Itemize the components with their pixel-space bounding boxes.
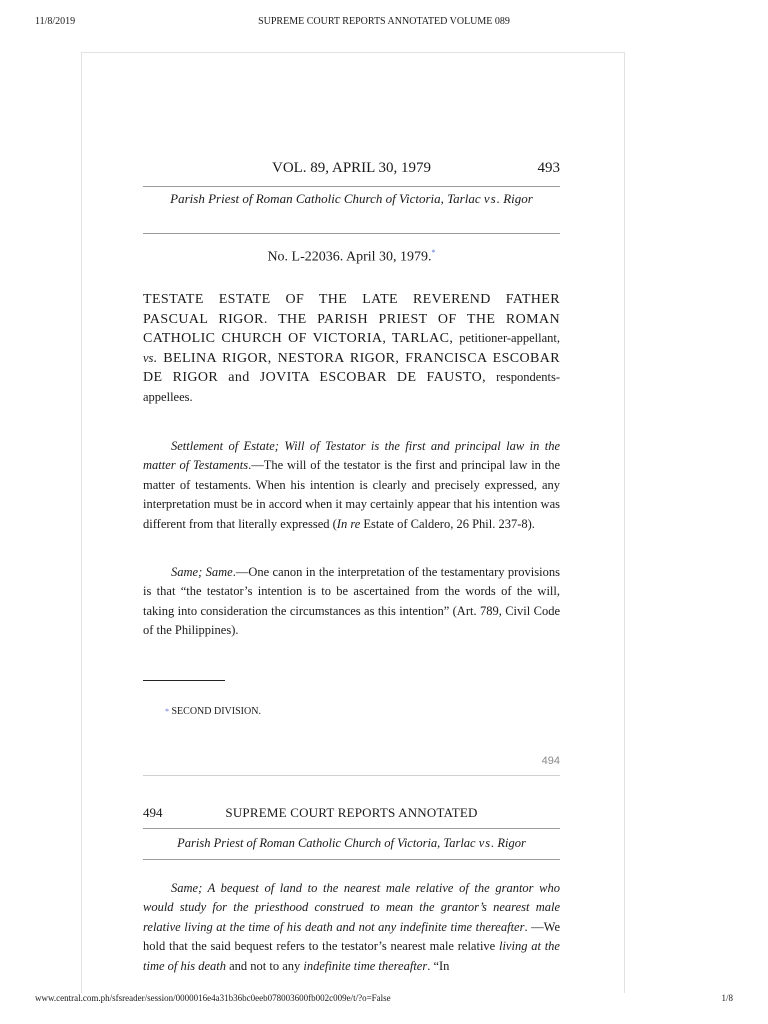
syllabus-2-text: .—One canon in the interpretation of the testamentary provisions is that “the testator’s intention is to be ascertained from the words of the will, taking into consideration the circumstances as this intention” (Art. 789, Civil Code of the Philippines). — [143, 565, 560, 638]
parties-role-petitioner: petitioner-appellant, — [459, 331, 560, 345]
syllabus-3-text-3: . “In — [427, 958, 450, 973]
parties-vs: vs — [143, 350, 154, 365]
divider — [143, 828, 560, 829]
case-parties — [143, 290, 560, 407]
parties-text: TESTATE ESTATE OF THE LATE REVEREND FATHER PASCUAL RIGOR. THE PARISH PRIEST OF THE ROMAN CATHOLIC CHURCH OF VICTORIA, TARLAC, — [143, 292, 560, 346]
syllabus-3-text-2: and not to any — [225, 958, 304, 973]
syllabus-1-heading: Settlement of Estate; Will of Testator is the first and principal law in the matter of Testaments — [143, 439, 560, 473]
print-title: SUPREME COURT REPORTS ANNOTATED VOLUME 089 — [258, 16, 510, 27]
reporter-title: SUPREME COURT REPORTS ANNOTATED — [225, 805, 478, 820]
syllabus-1-text: .—The will of the testator is the first and principal law in the matter of testaments. When his intention is clearly and precisely expressed, any interpretation must be in accord when it may certainly appear that his intention was different from that literally expressed ( — [143, 458, 560, 531]
page-break-divider — [143, 775, 560, 776]
syllabus-2-heading: Same; Same — [171, 565, 233, 579]
subheading-text-end: . Rigor — [491, 836, 526, 850]
footnote-text: SECOND DIVISION. — [169, 706, 261, 717]
parties-role-respondents: respondents-appellees. — [143, 370, 560, 404]
case-subheading — [143, 189, 560, 208]
case-number — [143, 248, 560, 266]
running-head-493 — [143, 160, 560, 182]
footnote-ref-link[interactable]: * — [431, 248, 436, 257]
subheading-text: Parish Priest of Roman Catholic Church of Victoria, Tarlac — [177, 836, 479, 850]
syllabus-1-in-re: In re — [336, 516, 361, 531]
syllabus-3-emphasis: living at the time of his death — [143, 939, 560, 973]
subheading-vs: vs — [478, 836, 492, 850]
divider — [143, 233, 560, 234]
divider — [143, 859, 560, 860]
volume-line: VOL. 89, APRIL 30, 1979 — [271, 160, 432, 176]
subheading-text-end: . Rigor — [496, 191, 533, 206]
print-page-count: 1/8 — [721, 993, 733, 1003]
footnote-star: * — [165, 707, 169, 716]
divider — [143, 186, 560, 187]
subheading-vs: vs — [483, 191, 497, 206]
syllabus-paragraph-2 — [143, 563, 560, 641]
print-date: 11/8/2019 — [35, 16, 76, 27]
page-number-494: 494 — [143, 805, 163, 820]
syllabus-1-citation: Estate of Caldero, 26 Phil. 237-8). — [360, 516, 535, 531]
footnote — [165, 706, 261, 717]
syllabus-paragraph-3 — [143, 879, 560, 976]
syllabus-3-emphasis-2: indefinite time thereafter — [303, 958, 428, 973]
parties-text-respondents: . BELINA RIGOR, NESTORA RIGOR, FRANCISCA ESCOBAR DE RIGOR and JOVITA ESCOBAR DE FAUSTO, — [143, 350, 560, 385]
case-number-text: No. L-22036. April 30, 1979. — [267, 249, 432, 265]
case-subheading-494 — [143, 834, 560, 853]
page-break-marker: 494 — [541, 755, 560, 767]
syllabus-3-text: . —We hold that the said bequest refers to the testator’s nearest male relative — [143, 919, 560, 954]
print-url: www.central.com.ph/sfsreader/session/0000016e4a31b36bc0eeb078003600fb002c009e/t/?o=False — [35, 993, 391, 1003]
syllabus-paragraph-1 — [143, 437, 560, 534]
syllabus-3-heading: Same; A bequest of land to the nearest male relative of the grantor who would study for the priesthood construed to mean the grantor’s nearest male relative living at the time of his death and not any indefinite time thereafter — [143, 881, 560, 934]
subheading-text: Parish Priest of Roman Catholic Church of Victoria, Tarlac — [170, 191, 484, 206]
page-number-493: 493 — [537, 160, 560, 176]
footnote-divider — [143, 680, 225, 681]
